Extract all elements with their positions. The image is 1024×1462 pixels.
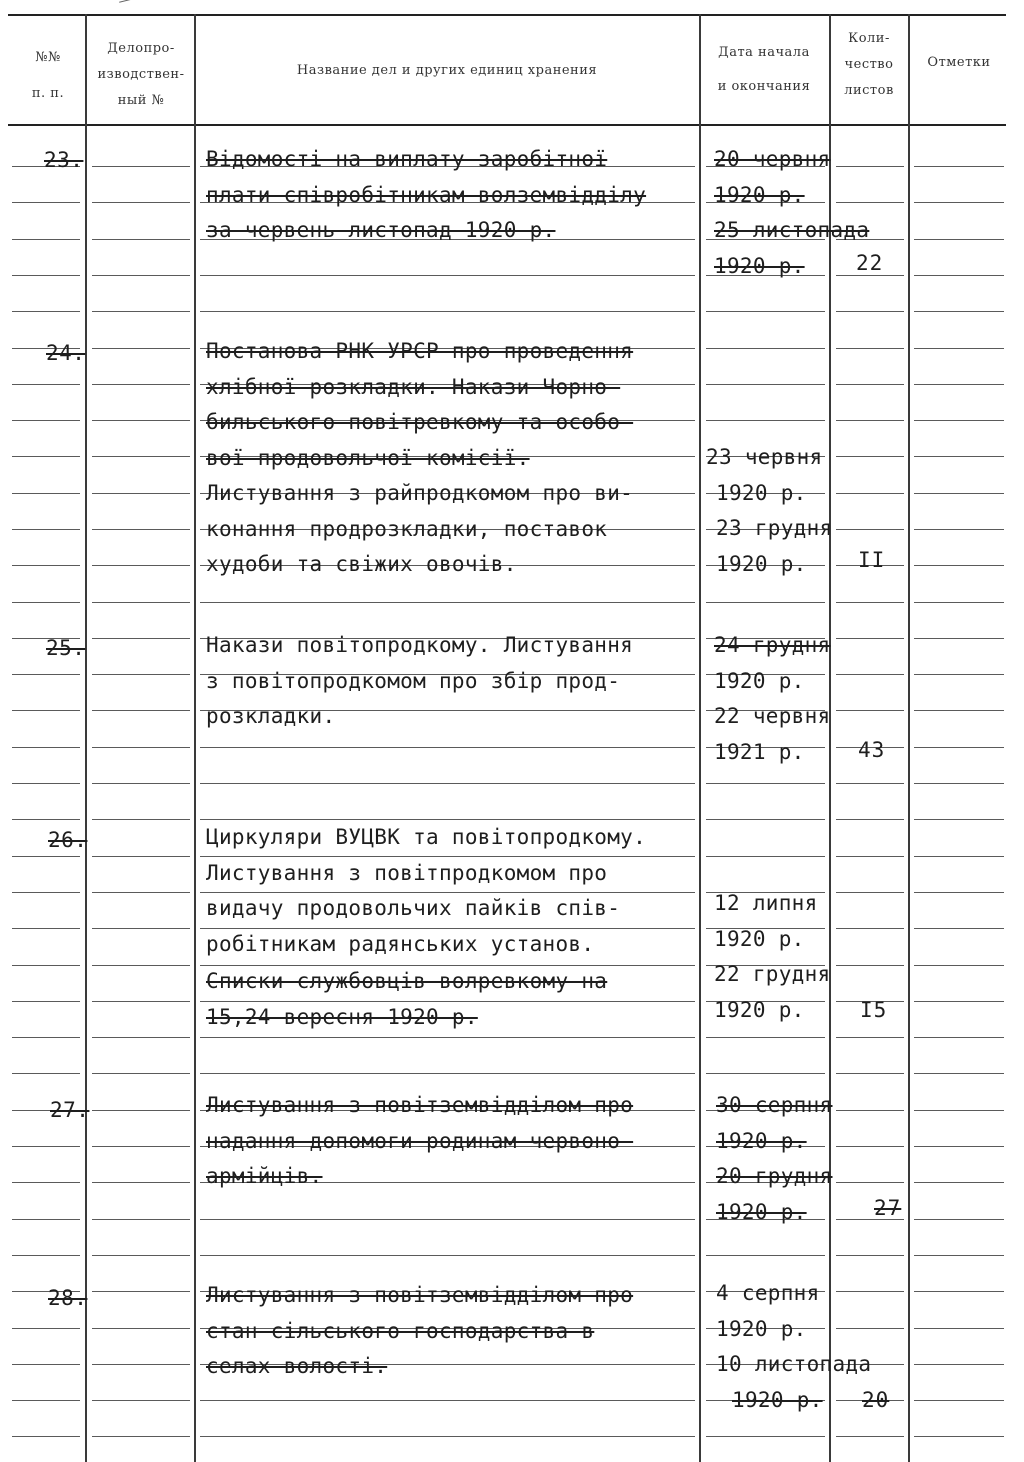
ruled-line [706, 1073, 825, 1074]
title-line: Постанова РНК УРСР про проведення [206, 339, 634, 363]
date-line: 10 листопада [716, 1352, 872, 1376]
ruled-line [12, 856, 80, 857]
ruled-line [92, 928, 190, 929]
title-line: видачу продовольчих пайків спів- [206, 896, 621, 920]
header-number: №№ п. п. [31, 50, 65, 101]
ruled-line [12, 1001, 80, 1002]
ruled-line [200, 1255, 695, 1256]
ruled-line [836, 1110, 904, 1111]
ruled-line [914, 783, 1004, 784]
entry-dates [714, 886, 831, 1028]
date-line: 1920 р. [716, 1199, 807, 1224]
entry-sheet-count: 22 [856, 251, 884, 275]
entry-title [206, 1088, 633, 1195]
column-divider [194, 14, 196, 1462]
ruled-line [12, 311, 80, 312]
ruled-line [914, 1364, 1004, 1365]
ruled-line [914, 892, 1004, 893]
date-line: 12 липня [714, 891, 818, 915]
title-line: хлібної розкладки. Накази Чорно- [206, 374, 621, 399]
ruled-line [914, 1037, 1004, 1038]
ruled-line [836, 456, 904, 457]
ruled-line [12, 602, 80, 603]
ruled-line [836, 1037, 904, 1038]
ruled-line [92, 384, 190, 385]
date-line: 4 серпня [716, 1281, 820, 1305]
ruled-line [92, 747, 190, 748]
title-line: Листування з райпродкомом про ви- [206, 481, 634, 505]
title-line: за червень-листопад 1920 р. [206, 218, 556, 242]
entry-number: 26. [48, 828, 88, 852]
title-line: з повітопродкомом про збір прод- [206, 668, 621, 693]
ruled-line [914, 1110, 1004, 1111]
title-line: Листування з повітземвідділом про [206, 1283, 634, 1307]
date-line: 1920 р. [714, 668, 805, 693]
ruled-line [836, 819, 904, 820]
ruled-line [12, 1328, 80, 1329]
ruled-line [914, 311, 1004, 312]
entry-number: 28. [48, 1286, 88, 1310]
ruled-line [92, 565, 190, 566]
ruled-line [92, 420, 190, 421]
entry-dates [714, 142, 869, 284]
ruled-line [836, 928, 904, 929]
date-line: 1920 р. [732, 1387, 823, 1412]
entry-dates [706, 440, 833, 582]
title-line: стан сільського господарства в [206, 1318, 595, 1343]
ruled-line [706, 1436, 825, 1437]
ruled-line [12, 456, 80, 457]
ruled-line [706, 1037, 825, 1038]
ruled-line [92, 1364, 190, 1365]
date-line: 23 грудня [716, 516, 833, 540]
date-line: 1920 р. [714, 997, 805, 1022]
ruled-line [706, 783, 825, 784]
ruled-line [914, 638, 1004, 639]
title-line: Циркуляри ВУЦВК та повітопродкому. [206, 825, 647, 849]
ruled-line [12, 1146, 80, 1147]
title-line: 15,24 вересня 1920 р. [206, 1004, 478, 1029]
title-line: Листування з повітпродкомом про [206, 860, 608, 885]
ruled-line [200, 1037, 695, 1038]
date-line: 20 червня [714, 147, 831, 171]
ruled-line [92, 1400, 190, 1401]
ruled-line [12, 783, 80, 784]
ruled-line [200, 602, 695, 603]
ruled-line [836, 1073, 904, 1074]
title-line: селах волості. [206, 1354, 388, 1378]
ruled-line [836, 783, 904, 784]
ruled-line [92, 602, 190, 603]
entry-title [206, 334, 633, 583]
ruled-line [12, 1364, 80, 1365]
ruled-line [706, 311, 825, 312]
column-divider [85, 14, 87, 1462]
ruled-line [12, 819, 80, 820]
ruled-line [92, 1219, 190, 1220]
ruled-line [914, 1182, 1004, 1183]
ruled-line [914, 456, 1004, 457]
ruled-line [92, 1255, 190, 1256]
ruled-line [914, 819, 1004, 820]
entry-number: 23. [44, 148, 84, 172]
title-line: плати співробітникам волземвідділу [206, 182, 647, 207]
title-line: вої продовольчої комісії. [206, 445, 530, 470]
ruled-line [914, 1291, 1004, 1292]
entry-number: 27. [50, 1098, 90, 1122]
date-line: 1920 р. [716, 480, 807, 505]
ruled-line [914, 1073, 1004, 1074]
ruled-line [92, 348, 190, 349]
title-line: худоби та свіжих овочів. [206, 552, 517, 576]
ruled-line [836, 856, 904, 857]
ruled-line [836, 892, 904, 893]
ruled-line [12, 965, 80, 966]
ruled-line [706, 348, 825, 349]
ruled-line [836, 311, 904, 312]
entry-sheet-count: I5 [860, 998, 888, 1022]
ruled-line [92, 892, 190, 893]
ruled-line [914, 602, 1004, 603]
ruled-line [914, 239, 1004, 240]
date-line: 22 червня [714, 704, 831, 728]
ruled-line [12, 202, 80, 203]
title-line: бильського повітревкому та особо- [206, 410, 634, 434]
ruled-line [92, 1436, 190, 1437]
entry-number: 25. [46, 636, 86, 660]
ruled-line [836, 602, 904, 603]
ruled-line [12, 928, 80, 929]
ruled-line [12, 747, 80, 748]
ruled-line [914, 420, 1004, 421]
ruled-line [914, 674, 1004, 675]
ruled-line [92, 710, 190, 711]
ruled-line [12, 1255, 80, 1256]
ruled-line [706, 602, 825, 603]
ruled-line [92, 1110, 190, 1111]
header-bottom-rule [8, 124, 1006, 126]
title-line: Списки службовців волревкому на [206, 969, 608, 993]
ruled-line [706, 1255, 825, 1256]
ruled-line [836, 965, 904, 966]
date-line: 1920 р. [714, 253, 805, 278]
entry-sheet-count: 43 [858, 738, 886, 762]
ruled-line [92, 529, 190, 530]
ruled-line [836, 493, 904, 494]
ruled-line [92, 202, 190, 203]
ruled-line [914, 710, 1004, 711]
ruled-line [914, 493, 1004, 494]
entry-dates [716, 1276, 871, 1418]
ruled-line [12, 1182, 80, 1183]
ruled-line [836, 1436, 904, 1437]
ruled-line [914, 1328, 1004, 1329]
title-line: надання допомоги родинам червоно- [206, 1128, 634, 1153]
ruled-line [200, 311, 695, 312]
ruled-line [836, 638, 904, 639]
ruled-line [836, 348, 904, 349]
ruled-line [836, 710, 904, 711]
ruled-line [836, 384, 904, 385]
column-divider [908, 14, 910, 1462]
title-line: конання продрозкладки, поставок [206, 516, 608, 541]
ruled-line [92, 1037, 190, 1038]
date-line: 1920 р. [716, 1316, 807, 1341]
column-divider [699, 14, 701, 1462]
ruled-line [12, 1219, 80, 1220]
entry-dates [714, 628, 831, 770]
ruled-line [200, 1073, 695, 1074]
ruled-line [92, 674, 190, 675]
ruled-line [836, 420, 904, 421]
ruled-line [12, 529, 80, 530]
entry-sheet-count: 20 [862, 1388, 890, 1412]
ruled-line [914, 1255, 1004, 1256]
entry-title [206, 1278, 633, 1385]
ruled-line [836, 674, 904, 675]
header-sheet-count: Коли- чество листов [844, 31, 894, 98]
title-line: Відомості на виплату заробітної [206, 147, 608, 171]
header-title: Название дел и других единиц хранения [296, 63, 598, 78]
date-line: 20 грудня [716, 1164, 833, 1188]
pen-mark [119, 0, 151, 12]
ruled-line [92, 1001, 190, 1002]
date-line: 24 грудня [714, 633, 831, 657]
entry-title [206, 628, 633, 735]
ruled-line [914, 1146, 1004, 1147]
header-notes: Отметки [927, 55, 991, 70]
ruled-line [12, 892, 80, 893]
ruled-line [12, 493, 80, 494]
ruled-line [92, 1182, 190, 1183]
header-top-rule [8, 14, 1006, 16]
header-office-number: Делопро- изводствен- ный № [97, 41, 185, 108]
entry-title [206, 820, 646, 1035]
ruled-line [92, 965, 190, 966]
ruled-line [706, 819, 825, 820]
ruled-line [92, 166, 190, 167]
ruled-line [92, 783, 190, 784]
ruled-line [914, 202, 1004, 203]
entry-number: 24. [46, 341, 86, 365]
ruled-line [706, 420, 825, 421]
date-line: 1920 р. [716, 551, 807, 576]
date-line: 22 грудня [714, 962, 831, 986]
ruled-line [914, 166, 1004, 167]
ruled-line [12, 674, 80, 675]
ruled-line [200, 1219, 695, 1220]
ruled-line [92, 275, 190, 276]
ruled-line [92, 856, 190, 857]
title-line: армійців. [206, 1164, 323, 1188]
ruled-line [914, 965, 1004, 966]
ruled-line [706, 856, 825, 857]
entry-dates [716, 1088, 833, 1230]
ruled-line [92, 1146, 190, 1147]
ruled-line [914, 275, 1004, 276]
ruled-line [836, 1255, 904, 1256]
entry-sheet-count: II [858, 548, 886, 572]
ruled-line [914, 856, 1004, 857]
ruled-line [92, 1073, 190, 1074]
ruled-line [200, 275, 695, 276]
title-line: розкладки. [206, 704, 336, 728]
ruled-line [200, 1436, 695, 1437]
entry-title [206, 142, 646, 249]
ruled-line [200, 783, 695, 784]
ruled-line [200, 1400, 695, 1401]
entry-sheet-count: 27 [874, 1196, 902, 1220]
ruled-line [836, 1182, 904, 1183]
ruled-line [12, 420, 80, 421]
date-line: 1920 р. [716, 1128, 807, 1153]
ruled-line [12, 239, 80, 240]
ruled-line [12, 384, 80, 385]
ruled-line [914, 384, 1004, 385]
ruled-line [200, 747, 695, 748]
date-line: 23 червня [706, 445, 823, 469]
title-line: Накази повітопродкому. Листування [206, 633, 634, 657]
ruled-line [914, 565, 1004, 566]
ruled-line [12, 1436, 80, 1437]
ruled-line [12, 1073, 80, 1074]
ruled-line [914, 1436, 1004, 1437]
ruled-line [92, 638, 190, 639]
ruled-line [706, 384, 825, 385]
ruled-line [12, 565, 80, 566]
ruled-line [914, 348, 1004, 349]
ruled-line [914, 928, 1004, 929]
ruled-line [12, 1400, 80, 1401]
ruled-line [12, 710, 80, 711]
ruled-line [92, 456, 190, 457]
date-line: 1921 р. [714, 739, 805, 764]
ruled-line [914, 1219, 1004, 1220]
ruled-line [92, 239, 190, 240]
title-line: робітникам радянських установ. [206, 931, 595, 956]
ruled-line [12, 275, 80, 276]
ruled-line [92, 493, 190, 494]
ruled-line [92, 819, 190, 820]
header-dates: Дата начала и окончания [717, 45, 811, 94]
ruled-line [92, 1328, 190, 1329]
date-line: 1920 р. [714, 182, 805, 207]
date-line: 25 листопада [714, 218, 870, 242]
ruled-line [914, 747, 1004, 748]
ruled-line [836, 1146, 904, 1147]
ruled-line [914, 529, 1004, 530]
ruled-line [914, 1400, 1004, 1401]
date-line: 1920 р. [714, 926, 805, 951]
ruled-line [92, 311, 190, 312]
ruled-line [914, 1001, 1004, 1002]
ruled-line [836, 529, 904, 530]
ruled-line [92, 1291, 190, 1292]
title-line: Листування з повітземвідділом про [206, 1093, 634, 1117]
ruled-line [12, 1037, 80, 1038]
date-line: 30 серпня [716, 1093, 833, 1117]
